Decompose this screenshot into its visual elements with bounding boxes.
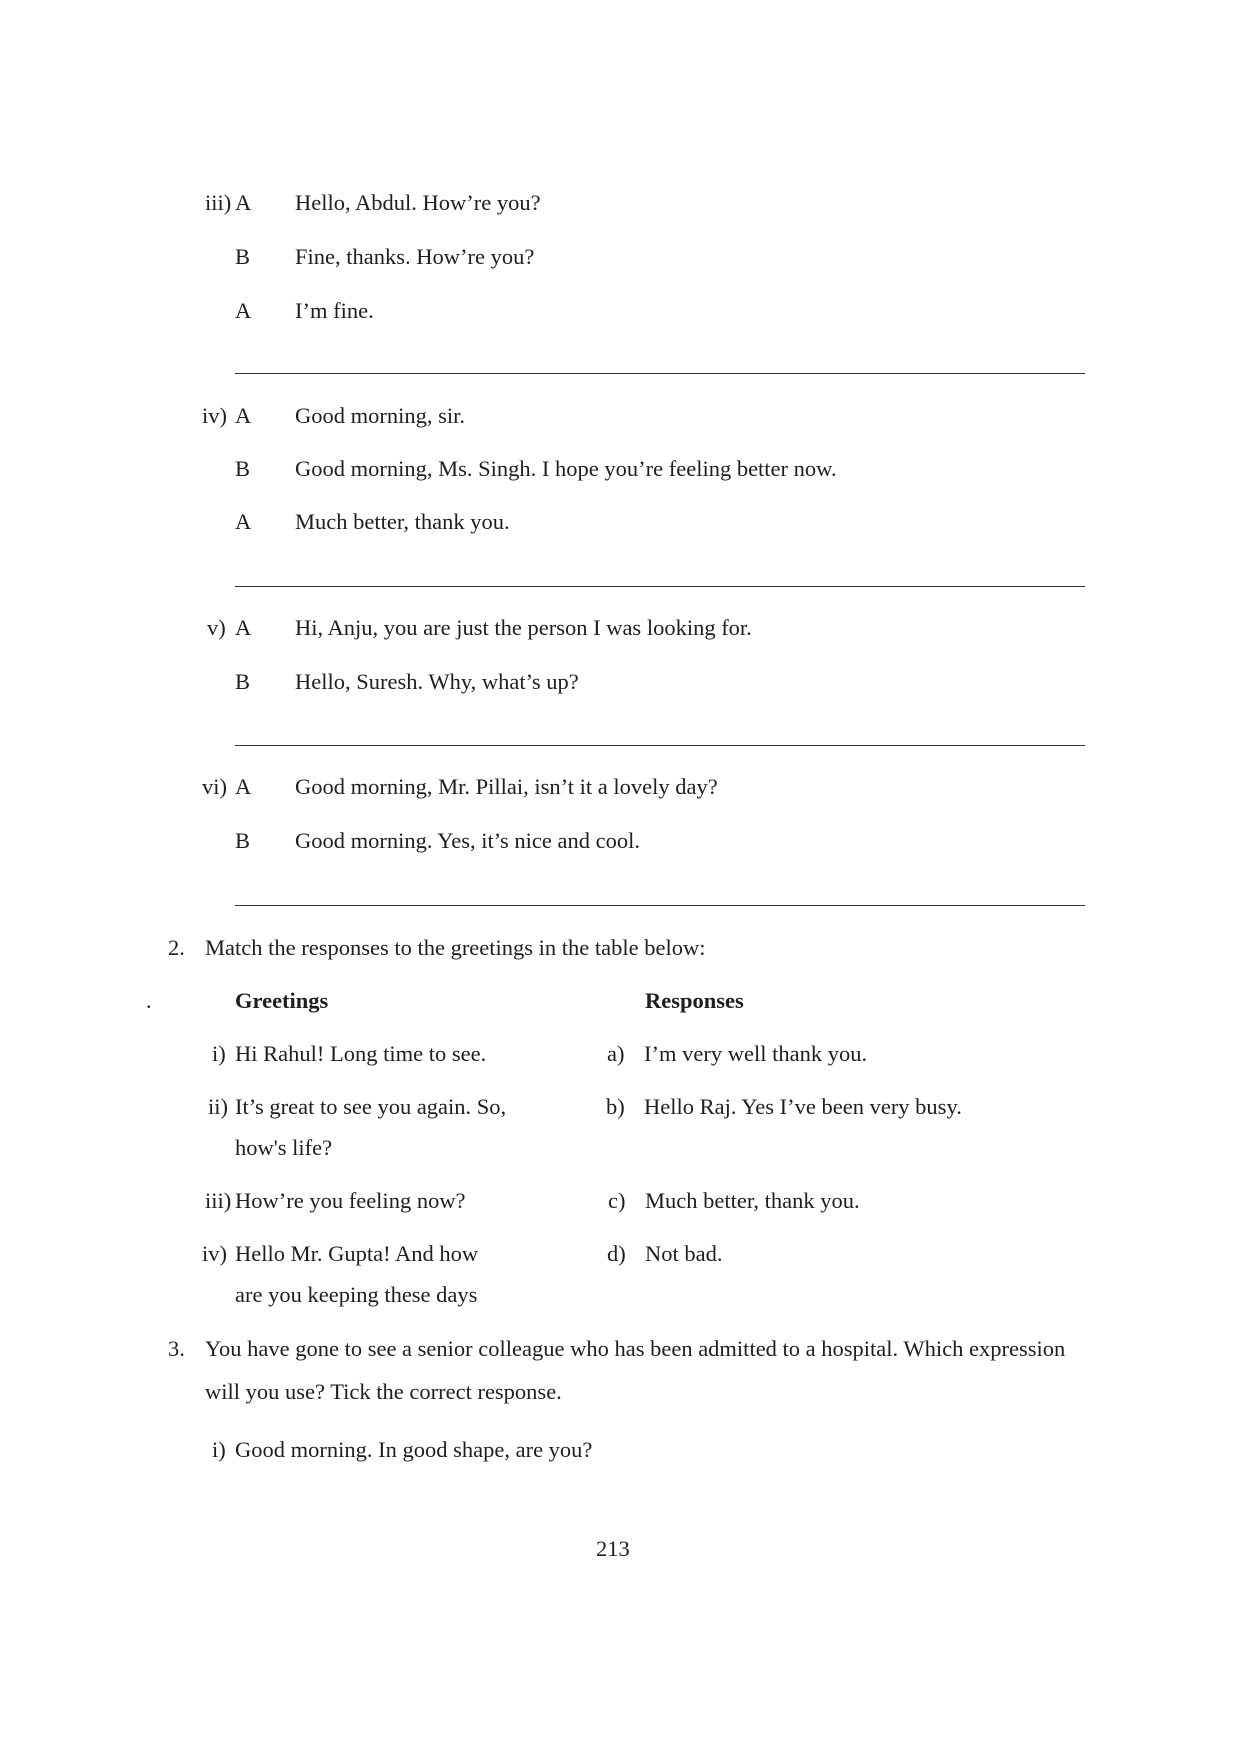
response-text[interactable]: Much better, thank you. — [645, 1188, 860, 1213]
speaker-label: B — [235, 456, 251, 481]
greeting-text: It’s great to see you again. So, — [235, 1094, 507, 1119]
speaker-label: A — [235, 298, 252, 323]
option-number[interactable]: i) — [212, 1437, 226, 1462]
response-letter[interactable]: a) — [607, 1041, 625, 1066]
dialogue-line: Much better, thank you. — [295, 509, 510, 534]
speaker-label: B — [235, 828, 251, 853]
greeting-text: Hello Mr. Gupta! And how — [235, 1241, 479, 1266]
dialogue-line: Good morning, Ms. Singh. I hope you’re feeling better now. — [295, 456, 837, 481]
response-text[interactable]: Hello Raj. Yes I’ve been very busy. — [644, 1094, 962, 1119]
response-text[interactable]: Not bad. — [645, 1241, 723, 1266]
dialogue-number: iv) — [202, 403, 227, 428]
speaker-label: A — [235, 190, 252, 215]
speaker-label: A — [235, 774, 252, 799]
dialogue-line: I’m fine. — [295, 298, 374, 323]
greeting-number: iii) — [205, 1188, 232, 1213]
question-prompt: You have gone to see a senior colleague who has been admitted to a hospital. Which expression — [205, 1336, 1066, 1361]
greetings-header: Greetings — [235, 988, 329, 1013]
response-text[interactable]: I’m very well thank you. — [644, 1041, 868, 1066]
speaker-label: A — [235, 509, 252, 534]
response-letter[interactable]: c) — [608, 1188, 626, 1213]
dialogue-line: Good morning, Mr. Pillai, isn’t it a lovely day? — [295, 774, 718, 799]
greeting-number: i) — [212, 1041, 226, 1066]
dialogue-number: iii) — [205, 190, 232, 215]
greeting-text: how's life? — [235, 1135, 333, 1160]
question-number: 3. — [168, 1336, 185, 1361]
dialogue-line: Fine, thanks. How’re you? — [295, 244, 535, 269]
page-number: 213 — [596, 1536, 630, 1561]
question-prompt: will you use? Tick the correct response. — [205, 1379, 562, 1404]
answer-line[interactable] — [235, 586, 1085, 587]
answer-line[interactable] — [235, 373, 1085, 374]
speaker-label: A — [235, 403, 252, 428]
responses-header: Responses — [645, 988, 744, 1013]
speaker-label: B — [235, 669, 251, 694]
dialogue-line: Hello, Suresh. Why, what’s up? — [295, 669, 579, 694]
dialogue-line: Good morning. Yes, it’s nice and cool. — [295, 828, 640, 853]
greeting-number: ii) — [208, 1094, 228, 1119]
answer-line[interactable] — [235, 745, 1085, 746]
dialogue-line: Hi, Anju, you are just the person I was looking for. — [295, 615, 752, 640]
response-letter[interactable]: d) — [607, 1241, 626, 1266]
dialogue-line: Good morning, sir. — [295, 403, 466, 428]
greeting-text: How’re you feeling now? — [235, 1188, 466, 1213]
speaker-label: A — [235, 615, 252, 640]
dialogue-number: v) — [207, 615, 226, 640]
response-letter[interactable]: b) — [606, 1094, 625, 1119]
question-prompt: Match the responses to the greetings in the table below: — [205, 935, 706, 960]
answer-line[interactable] — [235, 905, 1085, 906]
speaker-label: B — [235, 244, 251, 269]
option-text[interactable]: Good morning. In good shape, are you? — [235, 1437, 593, 1462]
greeting-text: Hi Rahul! Long time to see. — [235, 1041, 487, 1066]
question-number: 2. — [168, 935, 185, 960]
greeting-number: iv) — [202, 1241, 227, 1266]
stray-mark: . — [146, 988, 152, 1013]
dialogue-line: Hello, Abdul. How’re you? — [295, 190, 541, 215]
dialogue-number: vi) — [202, 774, 227, 799]
greeting-text: are you keeping these days — [235, 1282, 478, 1307]
